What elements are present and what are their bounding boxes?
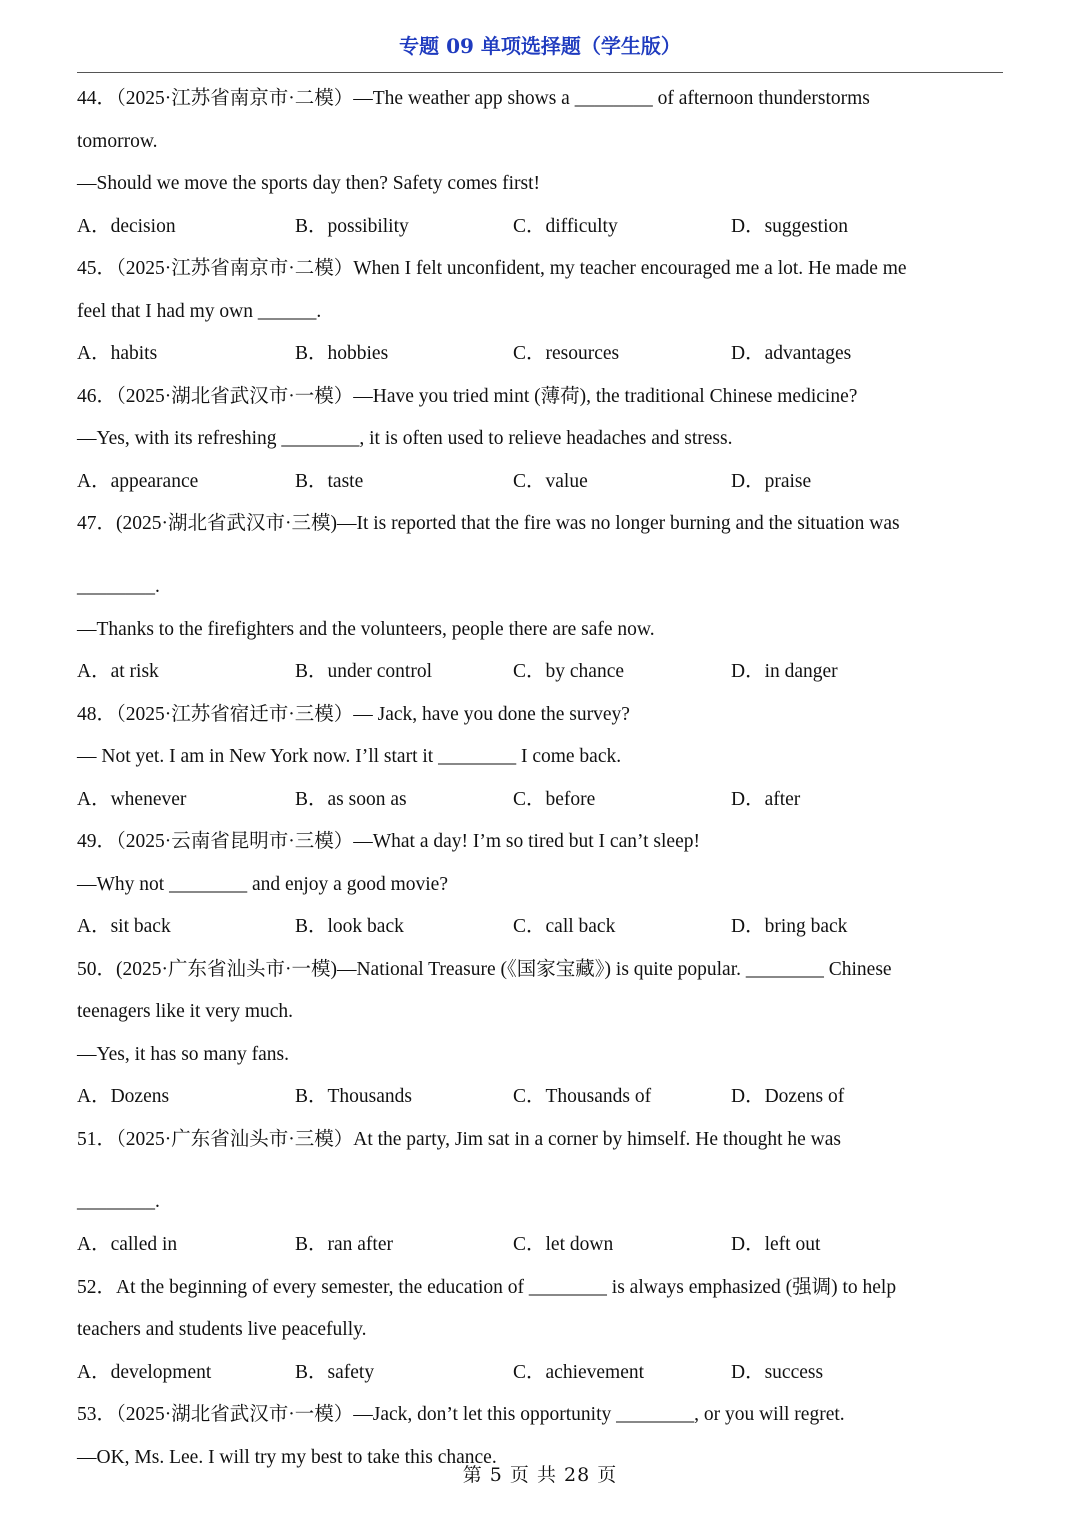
question-stem: — Not yet. I am in New York now. I’ll start it ________ I come back. (77, 746, 622, 767)
option-c[interactable]: C．difficulty (513, 215, 618, 237)
answer-options (77, 333, 1003, 376)
option-c[interactable]: C．let down (513, 1234, 614, 1255)
question-stem: 51．（2025·广东省汕头市·三模）At the party, Jim sat in a corner by himself. He thought he was (77, 1128, 841, 1150)
option-d[interactable]: D．after (731, 788, 801, 810)
option-d[interactable]: D．in danger (731, 661, 838, 682)
answer-options (77, 1076, 1003, 1119)
option-d[interactable]: D．advantages (731, 343, 852, 364)
question-stem (77, 1161, 1003, 1224)
option-b[interactable]: B．taste (295, 470, 364, 492)
question-49 (77, 821, 1003, 949)
question-stem: —Thanks to the firefighters and the volunteers, people there are safe now. (77, 618, 655, 640)
question-stem: teenagers like it very much. (77, 1001, 294, 1022)
answer-blank: ________. (77, 575, 160, 597)
question-stem: —Should we move the sports day then? Safety comes first! (77, 173, 541, 194)
page-number: 第 5 页 共 28 页 (462, 1464, 618, 1486)
option-c[interactable]: C．Thousands of (513, 1086, 652, 1107)
option-c[interactable]: C．by chance (513, 661, 625, 682)
question-stem: 47．(2025·湖北省武汉市·三模)—It is reported that the fire was no longer burning and the situation was (77, 513, 900, 534)
answer-options (77, 906, 1003, 949)
option-a[interactable]: A．at risk (77, 661, 159, 682)
question-45 (77, 248, 1003, 376)
question-48 (77, 694, 1003, 822)
question-stem: —Why not ________ and enjoy a good movie? (77, 873, 448, 895)
option-d[interactable]: D．praise (731, 470, 812, 492)
question-stem: —Yes, it has so many fans. (77, 1043, 289, 1065)
option-d[interactable]: D．success (731, 1361, 824, 1383)
option-a[interactable]: A．called in (77, 1234, 178, 1255)
question-stem: 45．（2025·江苏省南京市·二模）When I felt unconfident, my teacher encouraged me a lot. He made me (77, 258, 907, 279)
question-stem: —OK, Ms. Lee. I will try my best to take this chance. (77, 1446, 497, 1468)
question-stem: 49．（2025·云南省昆明市·三模）—What a day! I’m so tired but I can’t sleep! (77, 831, 700, 852)
question-list (77, 78, 1003, 1479)
question-stem: —Yes, with its refreshing ________, it is often used to relieve headaches and stress. (77, 428, 733, 449)
option-c[interactable]: C．value (513, 470, 588, 492)
question-44 (77, 78, 1003, 248)
option-a[interactable]: A．appearance (77, 470, 199, 492)
question-stem: feel that I had my own ______. (77, 300, 322, 322)
question-stem: 48．（2025·江苏省宿迁市·三模）— Jack, have you done the survey? (77, 703, 630, 725)
option-b[interactable]: B．as soon as (295, 788, 407, 810)
answer-options (77, 206, 1003, 249)
answer-blank: ________. (77, 1191, 160, 1212)
option-a[interactable]: A．whenever (77, 788, 187, 810)
option-d[interactable]: D．Dozens of (731, 1086, 845, 1107)
option-c[interactable]: C．achievement (513, 1361, 645, 1383)
question-51 (77, 1119, 1003, 1267)
question-52 (77, 1267, 1003, 1395)
question-stem: 44．（2025·江苏省南京市·二模）—The weather app shows a ________ of afternoon thunderstorms (77, 88, 870, 109)
question-stem (77, 546, 1003, 609)
option-b[interactable]: B．under control (295, 661, 433, 682)
question-stem: 53．（2025·湖北省武汉市·一模）—Jack, don’t let this opportunity ________, or you will regret. (77, 1404, 845, 1425)
page-header-title: 专题 09 单项选择题（学生版） (399, 34, 681, 58)
question-stem: teachers and students live peacefully. (77, 1319, 367, 1340)
answer-options (77, 1224, 1003, 1267)
question-stem: 46．（2025·湖北省武汉市·一模）—Have you tried mint (薄荷), the traditional Chinese medicine? (77, 385, 858, 407)
answer-options (77, 779, 1003, 822)
option-a[interactable]: A．decision (77, 215, 176, 237)
option-b[interactable]: B．Thousands (295, 1086, 413, 1107)
option-d[interactable]: D．suggestion (731, 215, 849, 237)
header-divider (77, 72, 1003, 73)
question-stem: 50．(2025·广东省汕头市·一模)—National Treasure (《国家宝藏》) is quite popular. ________ Chinese (77, 958, 892, 980)
option-b[interactable]: B．safety (295, 1361, 375, 1383)
question-50 (77, 949, 1003, 1119)
option-b[interactable]: B．hobbies (295, 343, 389, 364)
answer-options (77, 461, 1003, 504)
answer-options (77, 651, 1003, 694)
option-d[interactable]: D．left out (731, 1234, 821, 1255)
option-b[interactable]: B．look back (295, 916, 404, 937)
option-c[interactable]: C．call back (513, 916, 616, 937)
question-46 (77, 376, 1003, 504)
option-a[interactable]: A．development (77, 1361, 212, 1383)
question-stem: tomorrow. (77, 130, 158, 152)
question-stem: 52．At the beginning of every semester, the education of ________ is always emphasized (强调) to help (77, 1276, 897, 1298)
option-c[interactable]: C．before (513, 788, 596, 810)
option-b[interactable]: B．possibility (295, 215, 409, 237)
option-b[interactable]: B．ran after (295, 1234, 393, 1255)
option-a[interactable]: A．Dozens (77, 1086, 170, 1107)
option-c[interactable]: C．resources (513, 343, 620, 364)
option-a[interactable]: A．sit back (77, 916, 171, 937)
question-47 (77, 503, 1003, 694)
answer-options (77, 1352, 1003, 1395)
option-d[interactable]: D．bring back (731, 916, 848, 937)
option-a[interactable]: A．habits (77, 343, 158, 364)
